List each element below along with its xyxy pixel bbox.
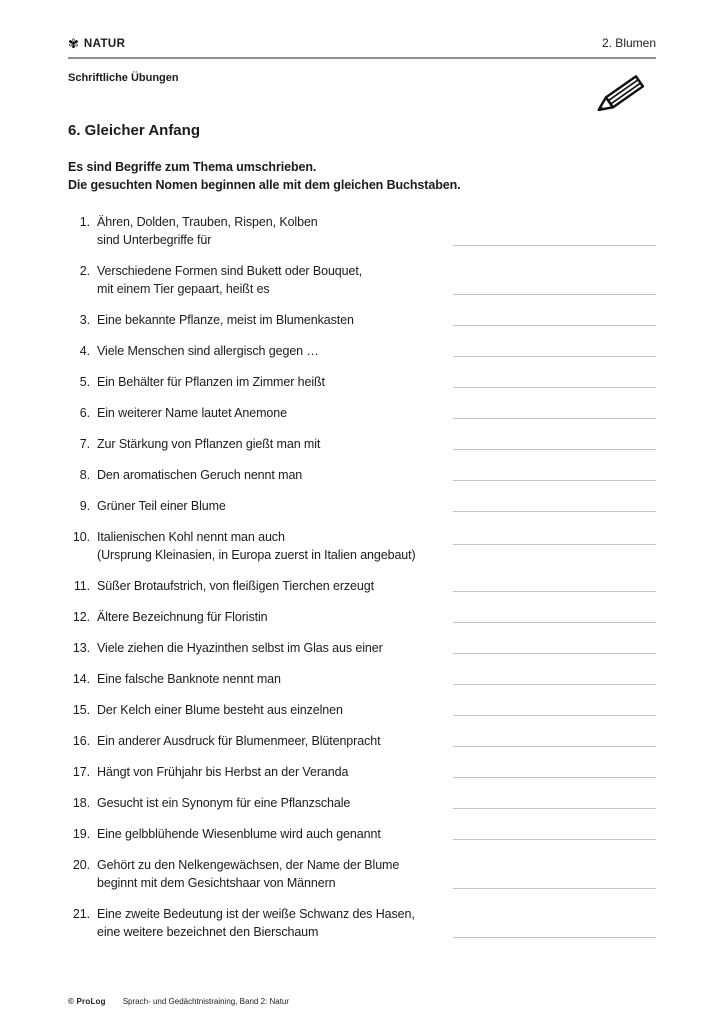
item-question: Viele Menschen sind allergisch gegen …: [97, 344, 319, 358]
item-question: Süßer Brotaufstrich, von fleißigen Tierchen erzeugt: [97, 579, 374, 593]
page-header: [68, 0, 656, 59]
answer-area: [447, 794, 656, 812]
answer-area: [447, 670, 656, 688]
item-question: Gehört zu den Nelkengewächsen, der Name der Blume beginnt mit dem Gesichtshaar von Männern: [97, 858, 400, 890]
item-number: 8.: [79, 468, 90, 482]
item-number: 9.: [79, 499, 90, 513]
exercise-item: [68, 435, 656, 453]
copyright: © ProLog: [68, 997, 106, 1006]
exercise-item: [68, 404, 656, 422]
answer-line[interactable]: [453, 653, 656, 654]
exercise-instructions: [68, 158, 656, 194]
item-number: 1.: [79, 215, 90, 229]
item-question: Ein weiterer Name lautet Anemone: [97, 406, 287, 420]
item-question: Eine bekannte Pflanze, meist im Blumenkasten: [97, 313, 354, 327]
answer-line[interactable]: [453, 480, 656, 481]
item-number: 15.: [72, 703, 90, 717]
exercise-title: 6. Gleicher Anfang: [68, 122, 200, 139]
item-number: 14.: [72, 672, 90, 686]
answer-line[interactable]: [453, 325, 656, 326]
chapter-label: 2. Blumen: [601, 36, 656, 50]
answer-area: [447, 262, 656, 298]
answer-line[interactable]: [453, 294, 656, 295]
answer-area: [447, 577, 656, 595]
item-question: Ein anderer Ausdruck für Blumenmeer, Blütenpracht: [97, 734, 381, 748]
answer-line[interactable]: [453, 622, 656, 623]
exercise-item: [68, 794, 656, 812]
exercise-item: [68, 311, 656, 329]
brand-name: NATUR: [83, 37, 126, 50]
item-number: 21.: [72, 907, 90, 921]
instruction-line: Die gesuchten Nomen beginnen alle mit dem gleichen Buchstaben.: [68, 178, 461, 192]
answer-area: [447, 763, 656, 781]
exercise-item: [68, 373, 656, 391]
exercise-item: [68, 262, 656, 298]
answer-line[interactable]: [453, 684, 656, 685]
item-number: 6.: [79, 406, 90, 420]
page-footer: [68, 997, 289, 1006]
exercise-item: [68, 577, 656, 595]
answer-line[interactable]: [453, 418, 656, 419]
exercise-item: [68, 528, 656, 564]
answer-line[interactable]: [453, 888, 656, 889]
exercise-item: [68, 905, 656, 941]
answer-area: [447, 639, 656, 657]
answer-area: [447, 608, 656, 626]
item-question: Verschiedene Formen sind Bukett oder Bouquet, mit einem Tier gepaart, heißt es: [97, 264, 363, 296]
answer-line[interactable]: [453, 746, 656, 747]
exercise-item: [68, 608, 656, 626]
item-question: Italienischen Kohl nennt man auch (Ursprung Kleinasien, in Europa zuerst in Italien angebaut): [97, 530, 416, 562]
item-question: Ein Behälter für Pflanzen im Zimmer heißt: [97, 375, 325, 389]
answer-area: [447, 856, 656, 892]
exercise-item: [68, 763, 656, 781]
exercise-item: [68, 497, 656, 515]
item-question: Grüner Teil einer Blume: [97, 499, 226, 513]
item-question: Zur Stärkung von Pflanzen gießt man mit: [97, 437, 321, 451]
answer-area: [447, 497, 656, 515]
answer-area: [447, 825, 656, 843]
answer-area: [447, 905, 656, 941]
exercise-list: [68, 213, 656, 941]
item-number: 3.: [79, 313, 90, 327]
item-question: Gesucht ist ein Synonym für eine Pflanzschale: [97, 796, 351, 810]
answer-line[interactable]: [453, 777, 656, 778]
item-number: 11.: [73, 579, 90, 593]
exercise-item: [68, 213, 656, 249]
answer-area: [447, 528, 656, 564]
answer-line[interactable]: [453, 387, 656, 388]
exercise-item: [68, 342, 656, 360]
item-number: 2.: [79, 264, 90, 278]
exercise-item: [68, 701, 656, 719]
exercise-item: [68, 856, 656, 892]
item-question: Viele ziehen die Hyazinthen selbst im Glas aus einer: [97, 641, 383, 655]
item-number: 16.: [72, 734, 90, 748]
section-subtitle: Schriftliche Übungen: [68, 72, 179, 84]
answer-line[interactable]: [453, 715, 656, 716]
item-question: Hängt von Frühjahr bis Herbst an der Veranda: [97, 765, 349, 779]
subheader: [68, 70, 656, 114]
item-number: 13.: [72, 641, 90, 655]
item-question: Eine falsche Banknote nennt man: [97, 672, 281, 686]
answer-area: [447, 213, 656, 249]
item-question: Ältere Bezeichnung für Floristin: [97, 610, 268, 624]
item-question: Der Kelch einer Blume besteht aus einzelnen: [97, 703, 343, 717]
item-number: 5.: [79, 375, 90, 389]
answer-line[interactable]: [453, 591, 656, 592]
item-question: Eine zweite Bedeutung ist der weiße Schwanz des Hasen, eine weitere bezeichnet den Bierschaum: [97, 907, 415, 939]
answer-line[interactable]: [453, 245, 656, 246]
answer-area: [447, 701, 656, 719]
answer-area: [447, 311, 656, 329]
item-number: 19.: [72, 827, 90, 841]
item-question: Den aromatischen Geruch nennt man: [97, 468, 303, 482]
exercise-item: [68, 732, 656, 750]
exercise-item: [68, 825, 656, 843]
instruction-line: Es sind Begriffe zum Thema umschrieben.: [68, 160, 317, 174]
exercise-item: [68, 466, 656, 484]
item-number: 7.: [79, 437, 90, 451]
answer-area: [447, 373, 656, 391]
item-question: Eine gelbblühende Wiesenblume wird auch genannt: [97, 827, 381, 841]
item-number: 20.: [72, 858, 90, 872]
item-number: 10.: [72, 530, 90, 544]
answer-line[interactable]: [453, 839, 656, 840]
answer-line[interactable]: [453, 808, 656, 809]
answer-line[interactable]: [453, 544, 656, 545]
answer-line[interactable]: [453, 511, 656, 512]
exercise-item: [68, 639, 656, 657]
answer-area: [447, 732, 656, 750]
answer-area: [447, 404, 656, 422]
item-number: 4.: [79, 344, 90, 358]
answer-line[interactable]: [453, 449, 656, 450]
item-number: 17.: [72, 765, 90, 779]
answer-area: [447, 435, 656, 453]
flower-icon: ✾: [68, 36, 79, 51]
item-number: 12.: [72, 610, 90, 624]
answer-line[interactable]: [453, 356, 656, 357]
answer-area: [447, 466, 656, 484]
answer-line[interactable]: [453, 937, 656, 938]
series-title: Sprach- und Gedächtnistraining, Band 2: Natur: [122, 997, 290, 1006]
item-number: 18.: [72, 796, 90, 810]
exercise-item: [68, 670, 656, 688]
brand: [68, 37, 125, 50]
item-question: Ähren, Dolden, Trauben, Rispen, Kolben sind Unterbegriffe für: [97, 215, 318, 247]
pencil-icon: [594, 70, 654, 116]
answer-area: [447, 342, 656, 360]
